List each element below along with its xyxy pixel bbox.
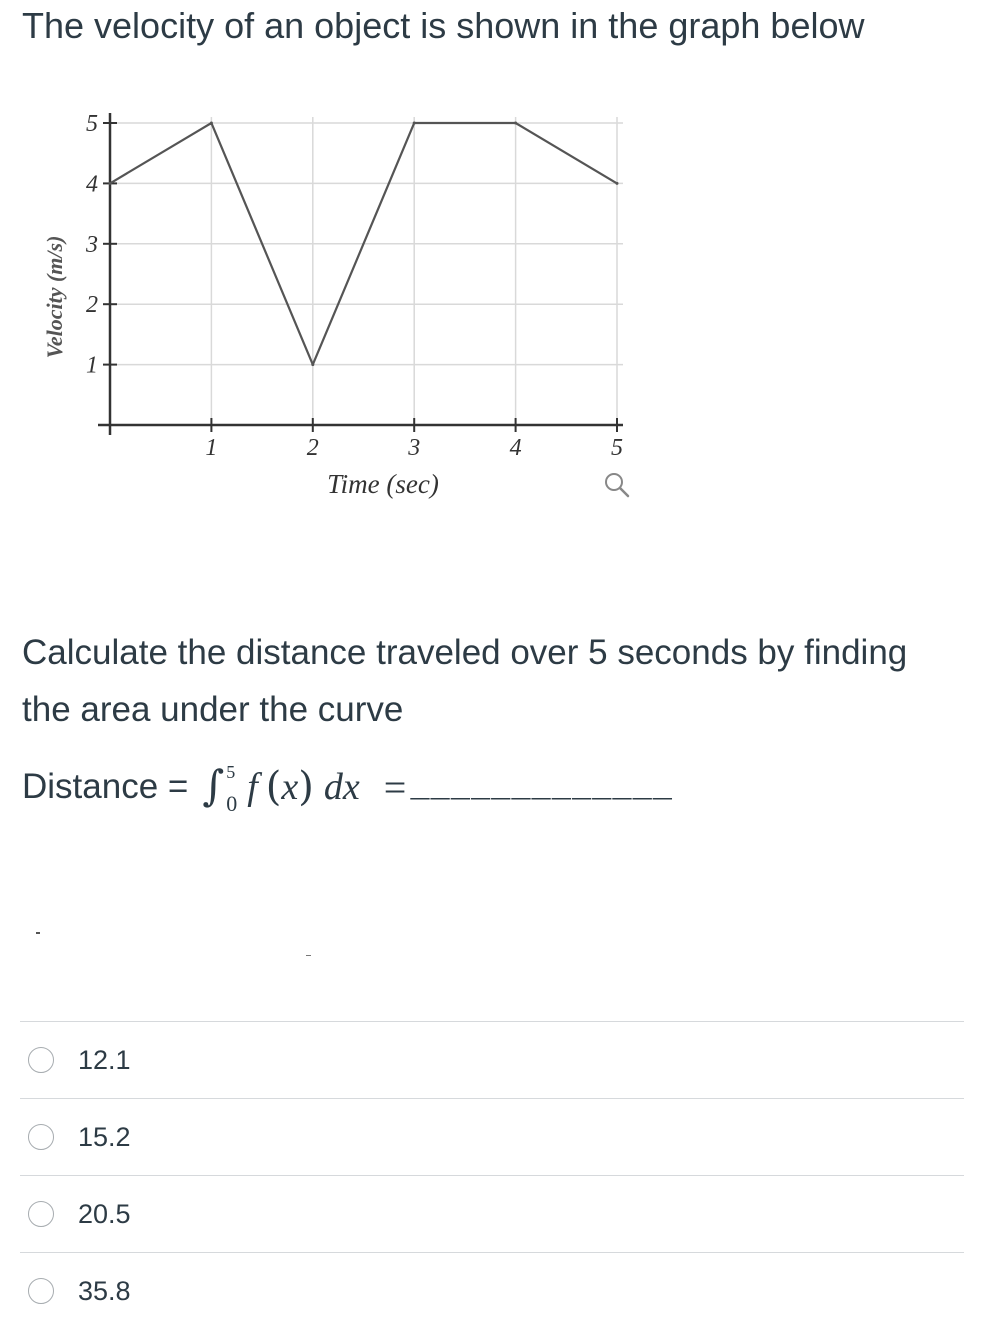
radio-button[interactable]: [28, 1047, 54, 1073]
y-tick-label: 1: [86, 352, 98, 379]
x-tick-label: 3: [408, 435, 421, 461]
integral-limits: [226, 762, 238, 816]
distance-formula: [22, 752, 673, 822]
open-paren: (: [265, 764, 282, 810]
y-tick-label: 2: [86, 292, 98, 319]
data-point: [210, 122, 213, 125]
lower-limit: 0: [226, 791, 238, 816]
differential: dx: [323, 766, 360, 808]
radio-button[interactable]: [28, 1201, 54, 1227]
magnifier-icon[interactable]: [606, 474, 628, 496]
answer-option-3[interactable]: [20, 1175, 964, 1252]
radio-button[interactable]: [28, 1278, 54, 1304]
radio-button[interactable]: [28, 1124, 54, 1150]
formula-label: Distance =: [22, 767, 189, 806]
answer-option-4[interactable]: [20, 1252, 964, 1329]
data-point: [413, 122, 416, 125]
y-tick-label: 5: [86, 111, 98, 137]
close-paren: ): [298, 764, 314, 810]
integral-sign: ∫: [202, 760, 225, 810]
answer-options: [20, 1021, 964, 1329]
option-label: 20.5: [78, 1198, 131, 1229]
y-tick-label: 4: [86, 171, 98, 198]
x-tick-label: 2: [306, 435, 319, 461]
option-label: 12.1: [78, 1044, 131, 1075]
answer-option-2[interactable]: [20, 1098, 964, 1175]
chart-axes: [98, 113, 623, 435]
y-axis-label: Velocity (m/s): [42, 235, 67, 359]
x-tick-label: 1: [205, 435, 218, 461]
option-label: 35.8: [78, 1275, 131, 1306]
question-title: The velocity of an object is shown in the graph below: [22, 5, 865, 46]
velocity-chart: [0, 90, 700, 520]
data-point: [514, 122, 517, 125]
equals-sign: =: [383, 764, 407, 810]
integrand-function: f: [247, 766, 258, 808]
stray-mark: [36, 932, 40, 934]
integrand-variable: x: [281, 766, 299, 808]
data-point: [311, 363, 314, 366]
answer-blank: _____________: [410, 768, 673, 806]
stray-mark: [306, 955, 311, 956]
upper-limit: 5: [226, 762, 236, 782]
option-label: 15.2: [78, 1121, 131, 1152]
x-axis-label: Time (sec): [327, 469, 439, 499]
chart-ticks: [85, 111, 623, 461]
data-point: [109, 182, 112, 185]
question-prompt: Calculate the distance traveled over 5 seconds by finding the area under the curve: [22, 633, 908, 729]
data-point: [616, 182, 619, 185]
x-tick-label: 4: [509, 435, 522, 461]
x-tick-label: 5: [611, 435, 623, 461]
chart-grid: [110, 117, 623, 425]
answer-option-1[interactable]: [20, 1021, 964, 1098]
y-tick-label: 3: [86, 231, 98, 258]
